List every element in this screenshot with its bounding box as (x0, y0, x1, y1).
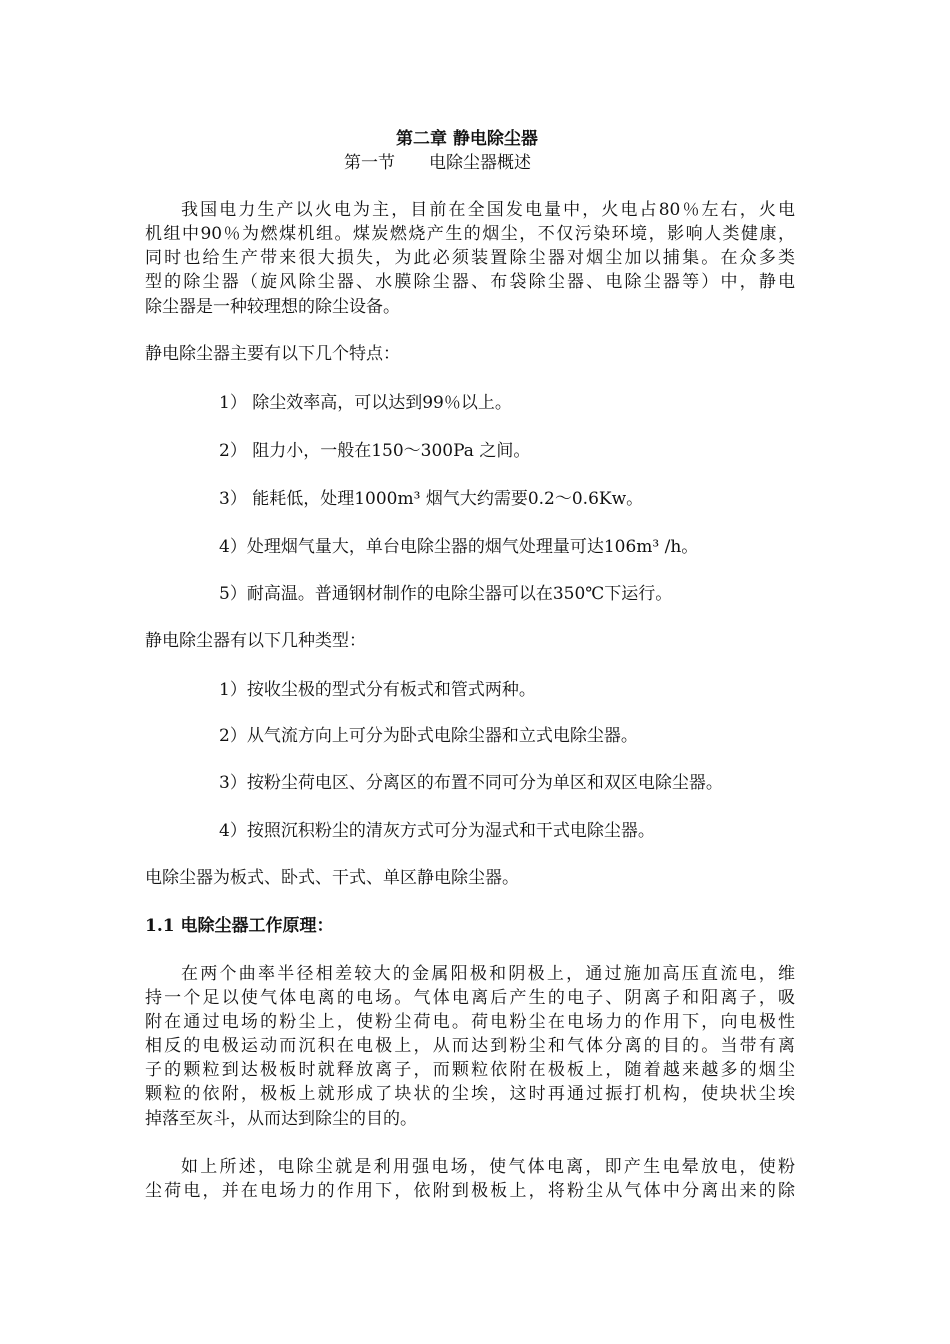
principle-para1-line: 持一个足以使气体电离的电场。气体电离后产生的电子、阴离子和阳离子，吸 (145, 988, 795, 1008)
section-title: 第一节 电除尘器概述 (344, 153, 531, 173)
intro-line: 除尘器是一种较理想的除尘设备。 (145, 297, 400, 317)
principle-para1-line: 子的颗粒到达极板时就释放离子，而颗粒依附在极板上，随着越来越多的烟尘 (145, 1060, 795, 1080)
feature-item: 3） 能耗低，处理1000m³ 烟气大约需要0.2～0.6Kw。 (219, 489, 644, 509)
intro-line: 同时也给生产带来很大损失，为此必须装置除尘器对烟尘加以捕集。在众多类 (145, 248, 795, 268)
principle-para2-line: 如上所述，电除尘就是利用强电场，使气体电离，即产生电晕放电，使粉 (181, 1157, 795, 1177)
intro-line: 我国电力生产以火电为主，目前在全国发电量中，火电占80％左右，火电 (181, 200, 795, 220)
intro-line: 型的除尘器（旋风除尘器、水膜除尘器、布袋除尘器、电除尘器等）中，静电 (145, 272, 795, 292)
feature-item: 5）耐高温。普通钢材制作的电除尘器可以在350℃下运行。 (219, 584, 673, 604)
principle-para2-line: 尘荷电，并在电场力的作用下，依附到极板上，将粉尘从气体中分离出来的除 (145, 1181, 795, 1201)
feature-item: 1） 除尘效率高，可以达到99％以上。 (219, 393, 512, 413)
type-item: 2）从气流方向上可分为卧式电除尘器和立式电除尘器。 (219, 726, 638, 746)
features-heading: 静电除尘器主要有以下几个特点： (145, 344, 400, 364)
principle-para1-line: 相反的电极运动而沉积在电极上，从而达到粉尘和气体分离的目的。当带有离 (145, 1036, 795, 1056)
principle-para1-line: 附在通过电场的粉尘上，使粉尘荷电。荷电粉尘在电场力的作用下，向电极性 (145, 1012, 795, 1032)
feature-item: 2） 阻力小，一般在150～300Pa 之间。 (219, 441, 531, 461)
principle-para1-line: 颗粒的依附，极板上就形成了块状的尘埃，这时再通过振打机构，使块状尘埃 (145, 1084, 795, 1104)
intro-line: 机组中90％为燃煤机组。煤炭燃烧产生的烟尘，不仅污染环境，影响人类健康， (145, 224, 795, 244)
chapter-title: 第二章 静电除尘器 (396, 129, 538, 149)
feature-item: 4）处理烟气量大，单台电除尘器的烟气处理量可达106m³ /h。 (219, 537, 699, 557)
type-item: 1）按收尘极的型式分有板式和管式两种。 (219, 680, 536, 700)
summary-text: 电除尘器为板式、卧式、干式、单区静电除尘器。 (145, 868, 519, 888)
principle-heading: 1.1 电除尘器工作原理： (145, 916, 334, 936)
principle-para1-line: 在两个曲率半径相差较大的金属阳极和阴极上，通过施加高压直流电，维 (181, 964, 795, 984)
principle-para1-line: 掉落至灰斗，从而达到除尘的目的。 (145, 1109, 417, 1129)
type-item: 4）按照沉积粉尘的清灰方式可分为湿式和干式电除尘器。 (219, 821, 655, 841)
type-item: 3）按粉尘荷电区、分离区的布置不同可分为单区和双区电除尘器。 (219, 773, 723, 793)
types-heading: 静电除尘器有以下几种类型： (145, 631, 366, 651)
